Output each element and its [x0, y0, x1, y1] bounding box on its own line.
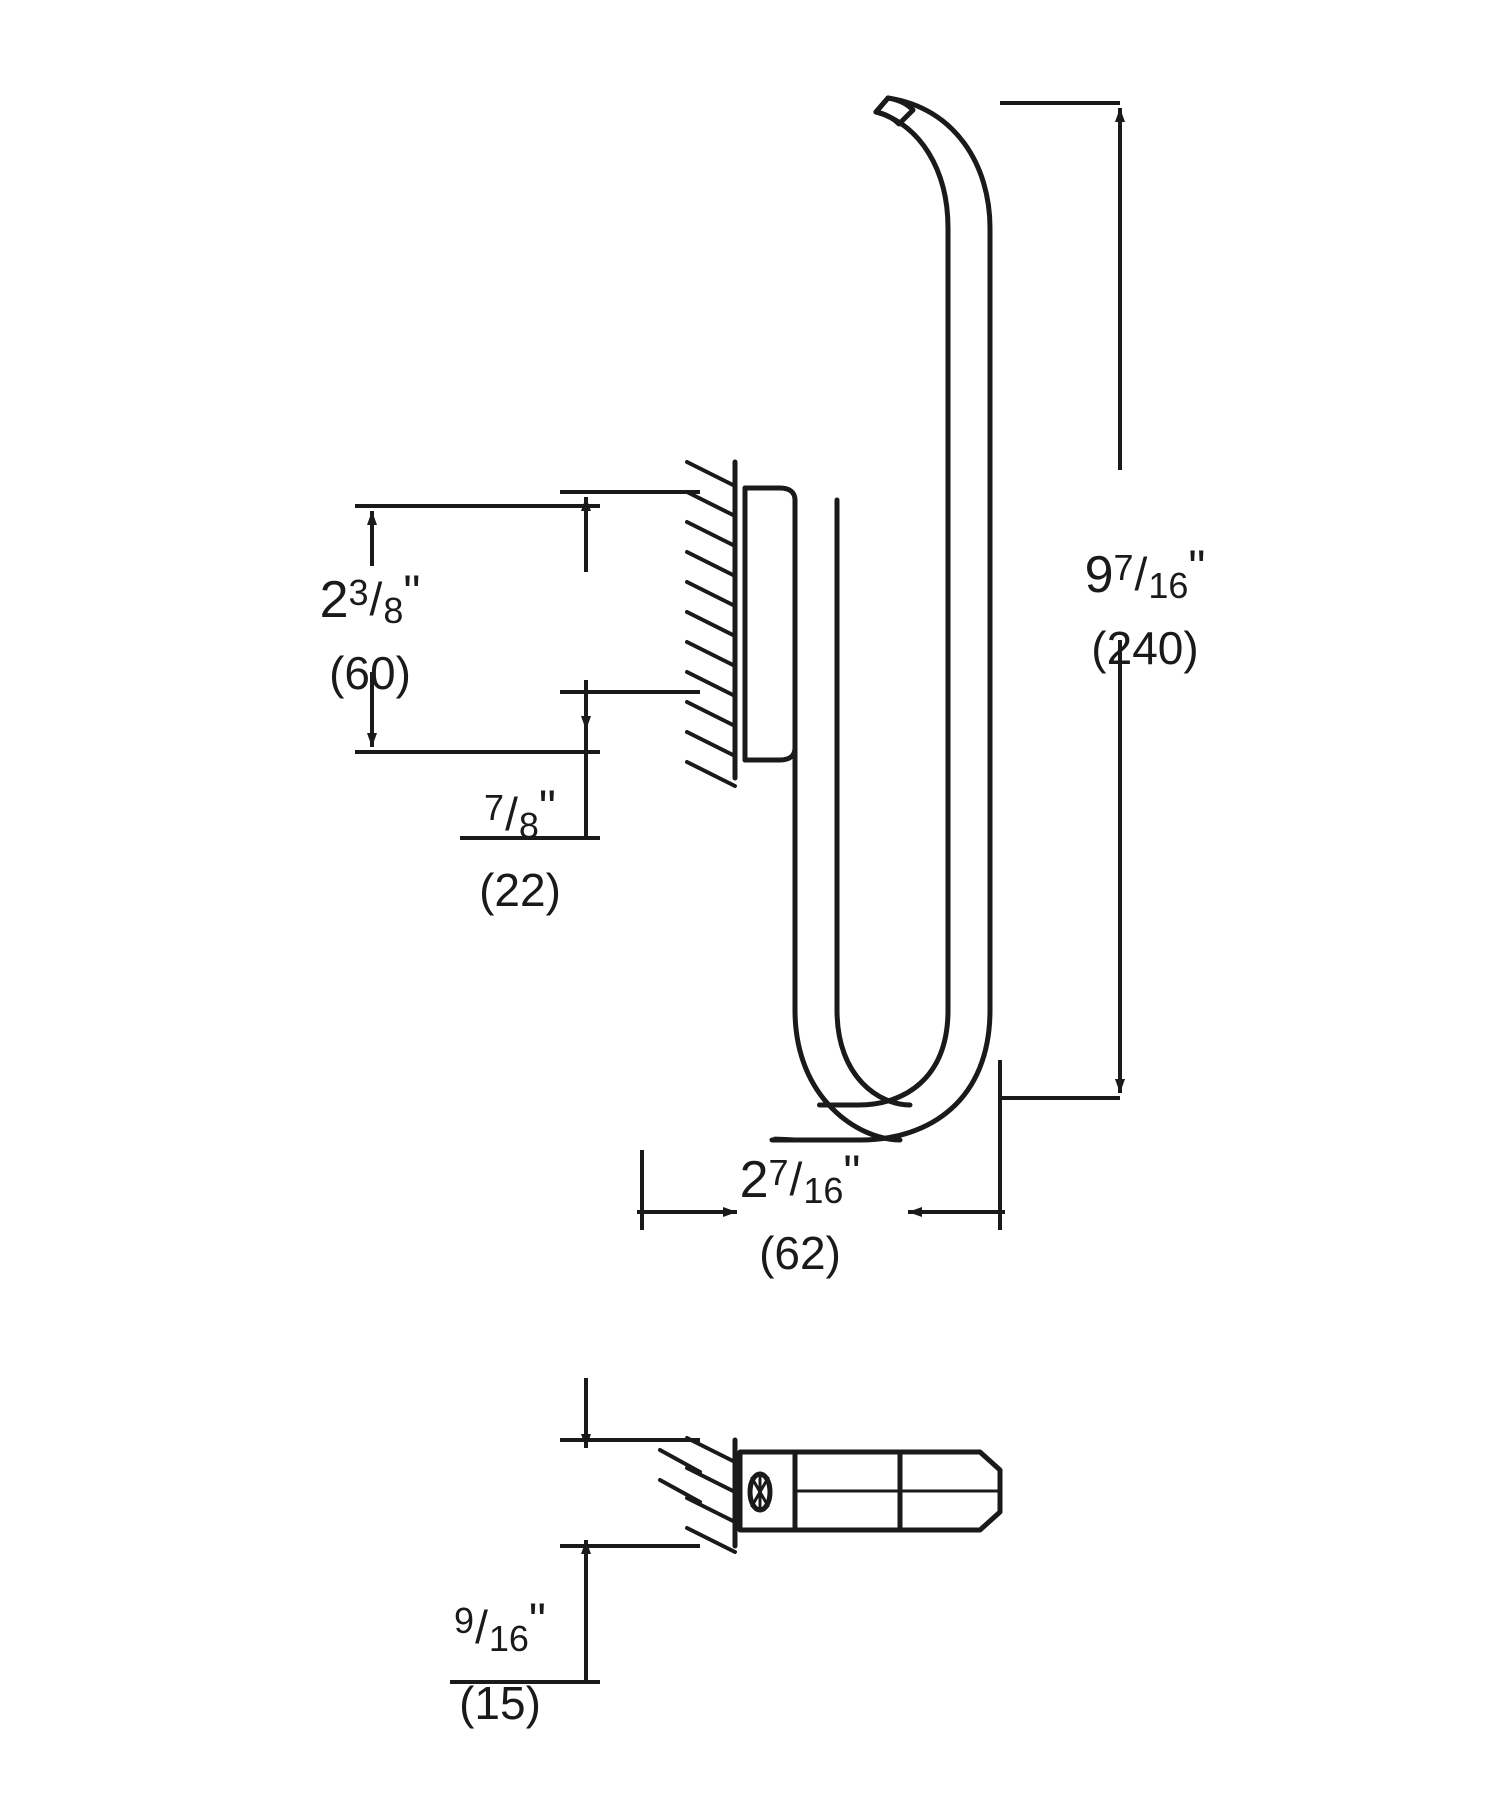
plan-width-numerator: 9 — [454, 1600, 475, 1641]
plate-height-whole: 2 — [319, 571, 349, 629]
left-riser-inner — [837, 500, 910, 1105]
top-plan-view — [660, 1438, 1000, 1552]
plate-height-numerator: 3 — [348, 572, 369, 613]
overall-height-mm: (240) — [1091, 622, 1199, 674]
u-bend-outer-right — [800, 1010, 990, 1140]
plate-height-denominator: 8 — [383, 590, 404, 631]
plate-offset-numerator: 7 — [484, 787, 505, 828]
overall-depth-numerator: 7 — [768, 1152, 789, 1193]
dimension-label-overall-height: 97/16" (240) — [1000, 545, 1290, 675]
left-riser-outer — [795, 500, 900, 1140]
overall-depth-mm: (62) — [759, 1227, 841, 1279]
dimension-label-plan-width: 9/16" (15) — [400, 1598, 600, 1730]
overall-height-denominator: 16 — [1148, 565, 1189, 606]
plate-offset-denominator: 8 — [518, 805, 539, 846]
arm-outer-curve — [888, 98, 990, 1010]
plan-width-mm: (15) — [459, 1677, 541, 1729]
dimension-label-plate-offset: 7/8" (22) — [425, 785, 615, 917]
wall-plate-body — [745, 488, 795, 760]
dimension-label-overall-depth: 27/16" (62) — [660, 1150, 940, 1280]
plan-wall-hatching — [660, 1438, 735, 1552]
u-bottom-join — [775, 1139, 860, 1140]
side-elevation-view — [687, 98, 990, 1140]
overall-height-numerator: 7 — [1113, 547, 1134, 588]
plate-offset-mm: (22) — [479, 864, 561, 916]
arm-inner-curve — [876, 112, 948, 1010]
overall-height-unit: " — [1188, 542, 1206, 595]
plate-height-unit: " — [403, 567, 421, 620]
plan-width-denominator: 16 — [488, 1618, 529, 1659]
overall-depth-denominator: 16 — [803, 1170, 844, 1211]
plate-height-mm: (60) — [329, 647, 411, 699]
overall-depth-whole: 2 — [739, 1151, 769, 1209]
wall-hatching — [687, 462, 735, 786]
overall-height-whole: 9 — [1084, 546, 1114, 604]
plate-offset-unit: " — [538, 782, 556, 835]
dimension-label-plate-height: 23/8" (60) — [255, 570, 485, 700]
plate-top-fillet — [795, 462, 812, 500]
overall-depth-unit: " — [843, 1147, 861, 1200]
plan-width-unit: " — [528, 1595, 546, 1648]
